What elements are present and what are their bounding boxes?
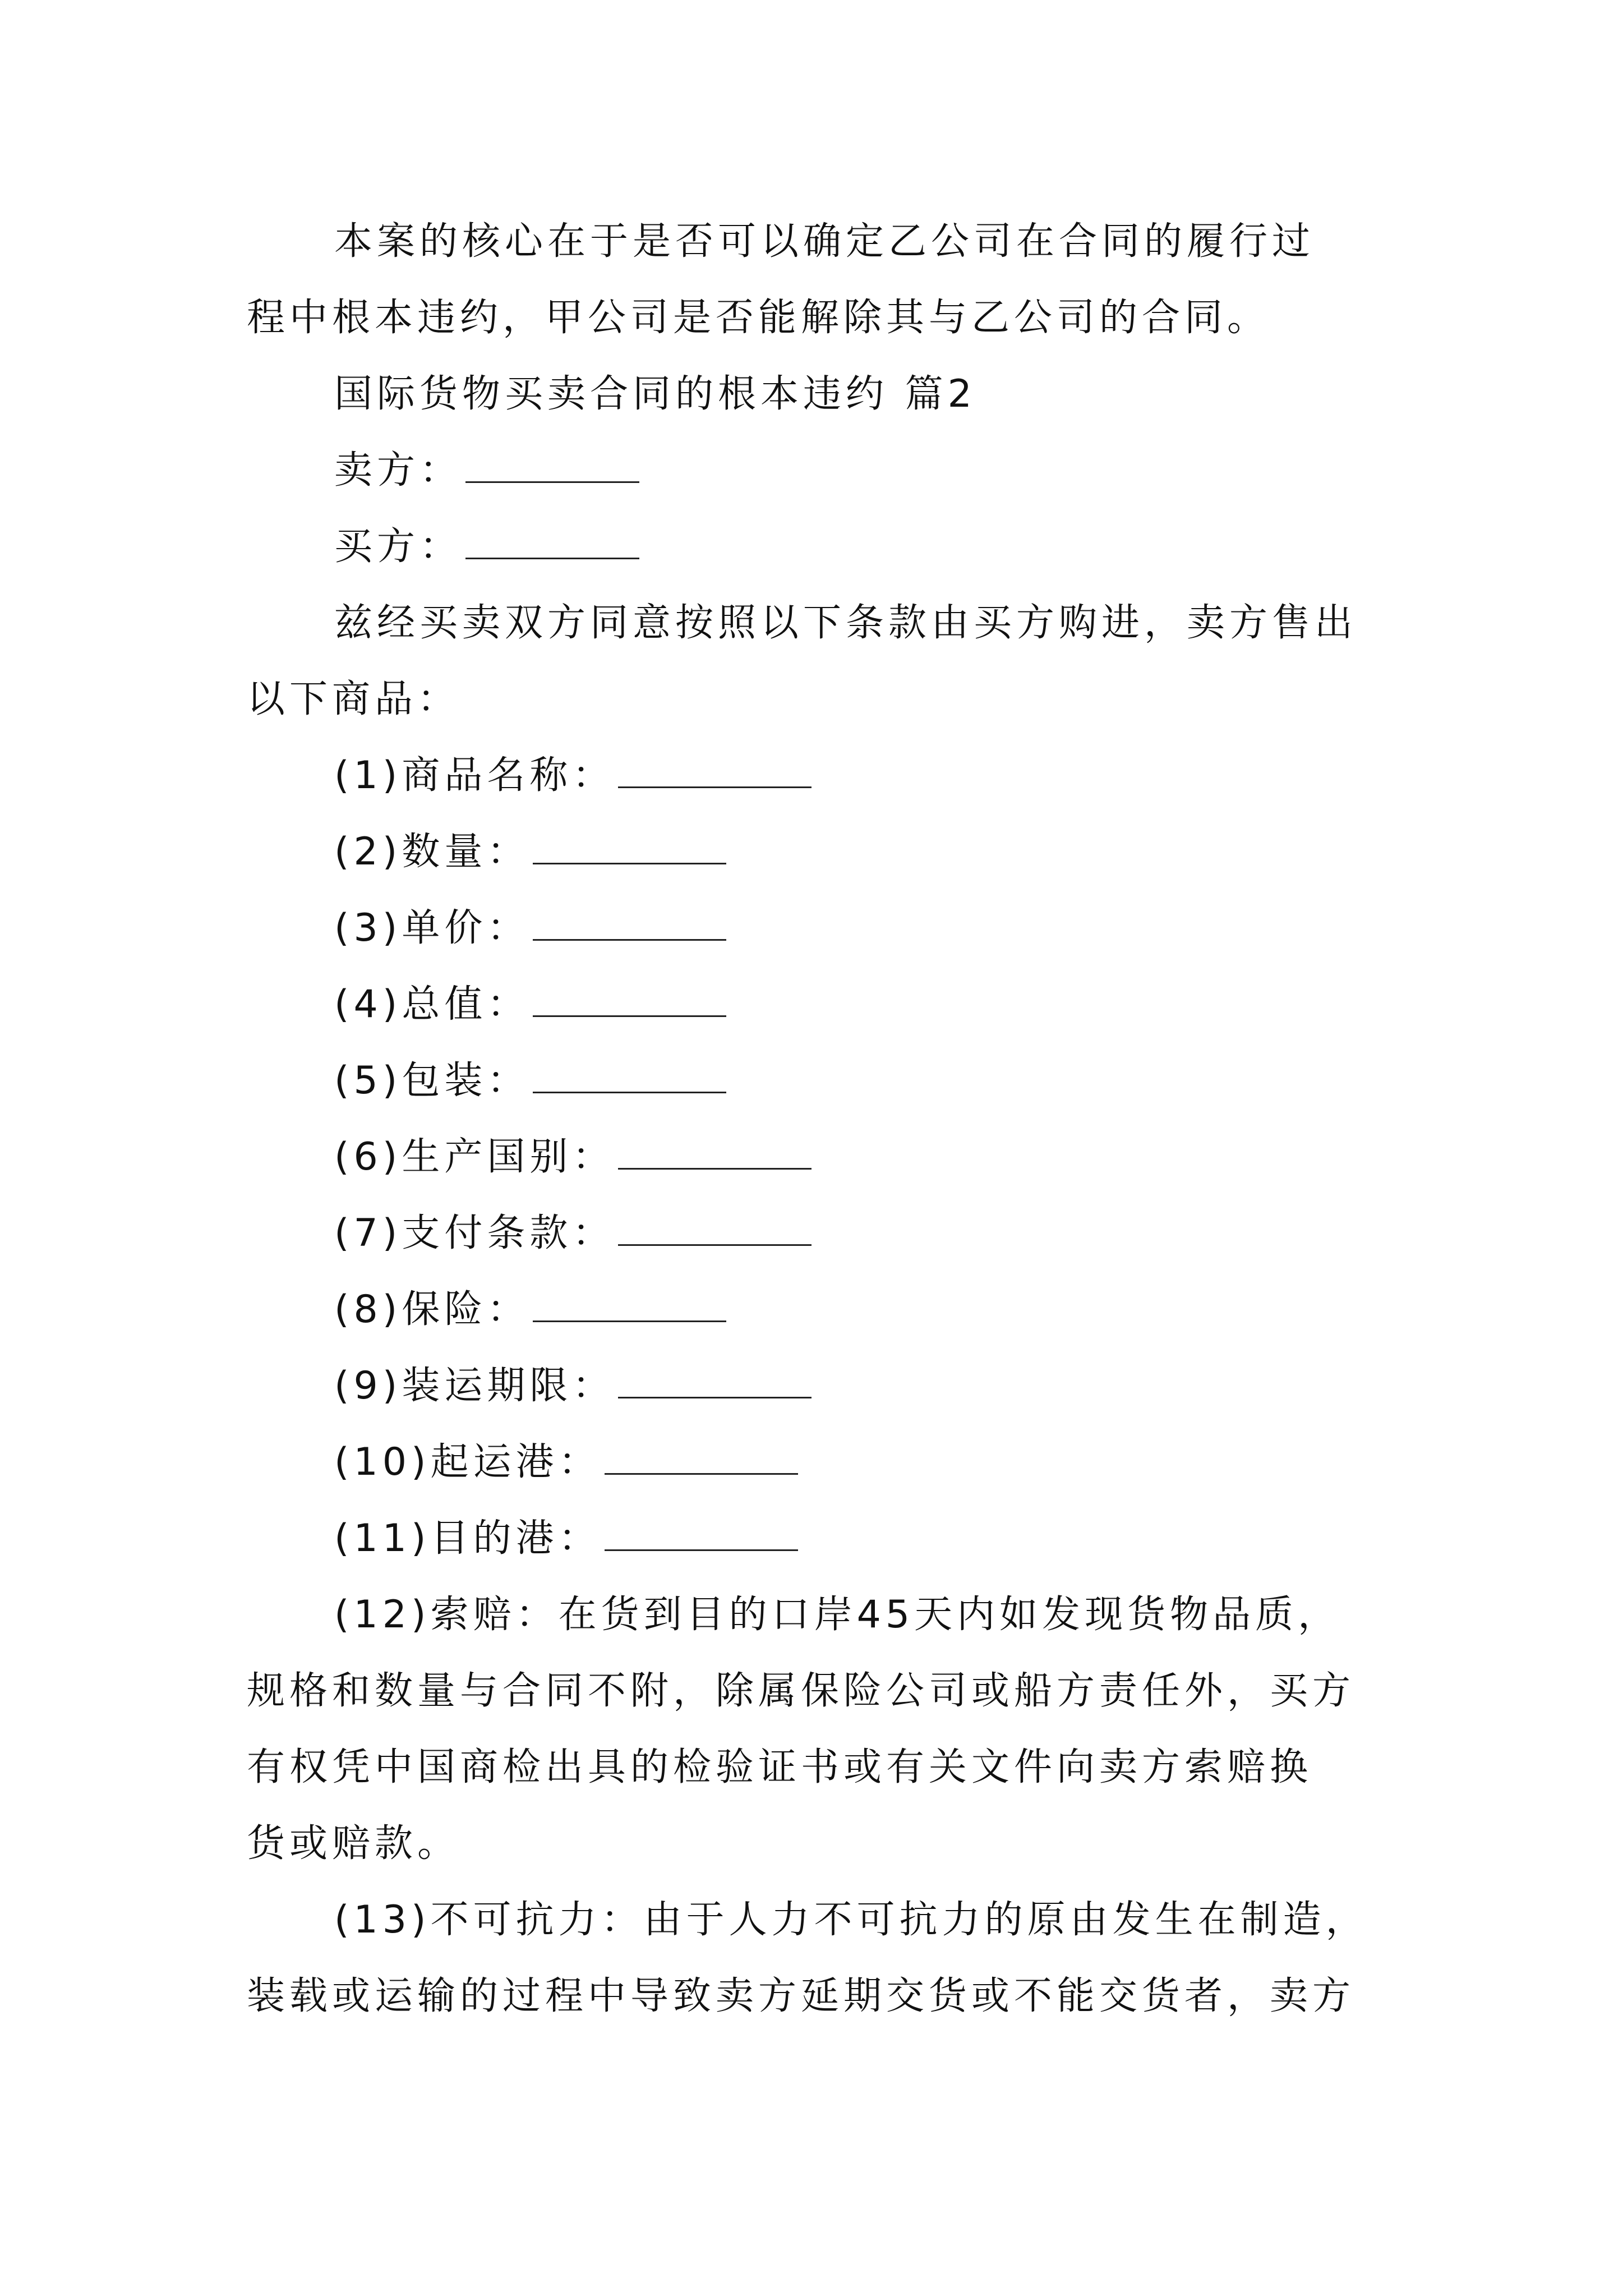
item-field xyxy=(334,830,726,875)
item-label: (1)商品名称： xyxy=(334,753,615,798)
item-field xyxy=(334,1211,811,1256)
paragraph-line: 兹经买卖双方同意按照以下条款由买方购进，卖方售出 xyxy=(334,601,1358,645)
item-label: (9)装运期限： xyxy=(334,1364,615,1408)
item-label: (6)生产国别： xyxy=(334,1135,615,1179)
item-blank xyxy=(533,983,726,1017)
item-label: (2)数量： xyxy=(334,830,530,874)
buyer-blank xyxy=(465,525,639,559)
item-blank xyxy=(533,1059,726,1093)
item-field xyxy=(334,1135,811,1180)
section-heading: 国际货物买卖合同的根本违约 篇2 xyxy=(334,372,976,416)
force-majeure-line: (13)不可抗力：由于人力不可抗力的原由发生在制造， xyxy=(334,1898,1368,1942)
item-label: (8)保险： xyxy=(334,1287,530,1332)
item-label: (7)支付条款： xyxy=(334,1211,615,1255)
item-label: (3)单价： xyxy=(334,906,530,950)
paragraph-line: 程中根本违约，甲公司是否能解除其与乙公司的合同。 xyxy=(247,296,1270,340)
item-field xyxy=(334,753,811,798)
buyer-field xyxy=(334,524,639,569)
item-field xyxy=(334,1516,798,1561)
item-blank xyxy=(605,1441,798,1475)
paragraph-line: 以下商品： xyxy=(247,677,460,721)
item-field xyxy=(334,1364,811,1409)
item-blank xyxy=(618,754,811,788)
item-blank xyxy=(618,1364,811,1398)
claims-line: 有权凭中国商检出具的检验证书或有关文件向卖方索赔换 xyxy=(247,1745,1313,1789)
item-field xyxy=(334,1287,726,1332)
claims-line: 规格和数量与合同不附，除属保险公司或船方责任外，买方 xyxy=(247,1669,1355,1713)
item-label: (4)总值： xyxy=(334,982,530,1027)
item-blank xyxy=(533,907,726,941)
item-blank xyxy=(618,1135,811,1170)
buyer-label: 买方： xyxy=(334,524,463,569)
item-blank xyxy=(605,1517,798,1551)
item-field xyxy=(334,982,726,1027)
claims-line: 货或赔款。 xyxy=(247,1821,460,1866)
seller-blank xyxy=(465,449,639,483)
item-field xyxy=(334,1059,726,1103)
item-field xyxy=(334,1440,798,1485)
item-field xyxy=(334,906,726,951)
claims-line: (12)索赔：在货到目的口岸45天内如发现货物品质， xyxy=(334,1593,1341,1637)
item-blank xyxy=(533,1288,726,1322)
item-label: (10)起运港： xyxy=(334,1440,601,1484)
item-label: (11)目的港： xyxy=(334,1516,601,1561)
item-blank xyxy=(533,830,726,864)
force-majeure-line: 装载或运输的过程中导致卖方延期交货或不能交货者，卖方 xyxy=(247,1974,1355,2018)
item-blank xyxy=(618,1212,811,1246)
seller-label: 卖方： xyxy=(334,448,463,493)
item-label: (5)包装： xyxy=(334,1059,530,1103)
paragraph-line: 本案的核心在于是否可以确定乙公司在合同的履行过 xyxy=(334,219,1315,264)
seller-field xyxy=(334,448,639,493)
